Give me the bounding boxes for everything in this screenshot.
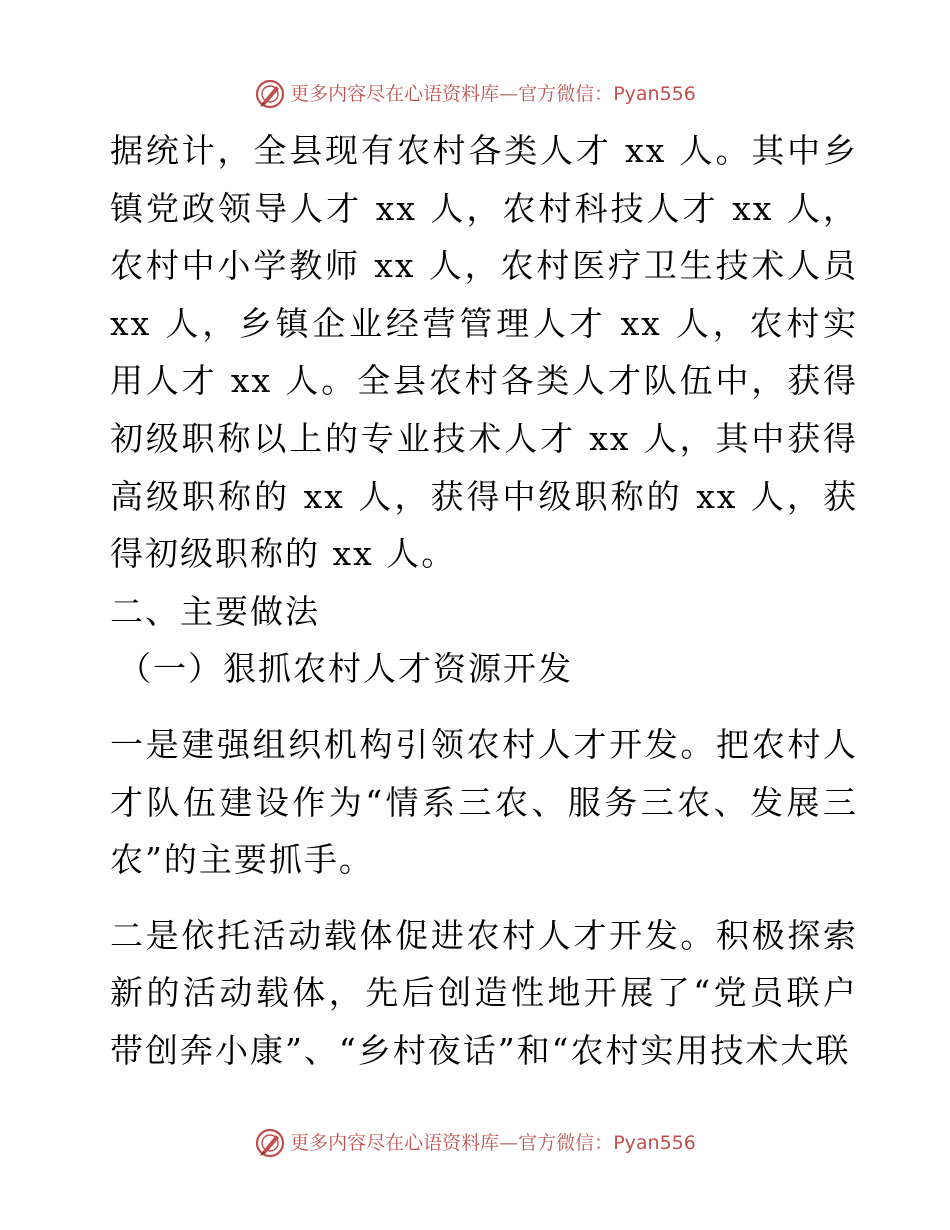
red-fountain-pen-logo-icon: [254, 1127, 286, 1159]
banner-dash: —: [499, 83, 519, 105]
banner-dash: —: [499, 1132, 519, 1154]
measure-two-paragraph: 二是依托活动载体促进农村人才开发。积极探索新的活动载体，先后创造性地开展了“党员联户带创奔小康”、“乡村夜话”和“农村实用技术大联: [110, 915, 858, 1070]
banner-wechat-label: 官方微信：: [518, 83, 614, 105]
banner-wechat-id: Pyan556: [613, 83, 696, 105]
section-heading: 二、主要做法: [110, 591, 320, 631]
banner-wechat-id: Pyan556: [613, 1132, 696, 1154]
banner-text: 更多内容尽在心语资料库: [290, 83, 500, 105]
subsection-heading: （一）狠抓农村人才资源开发: [118, 649, 573, 689]
footer-banner: [0, 1127, 950, 1159]
statistics-paragraph: 据统计，全县现有农村各类人才 xx 人。其中乡镇党政领导人才 xx 人，农村科技人才 xx 人，农村中小学教师 xx 人，农村医疗卫生技术人员 xx 人，乡镇企业经营管理人才 xx 人，农村实用人才 xx 人。全县农村各类人才队伍中，获得初级职称以上的专业技术人才 xx 人，其中获得高级职称的 xx 人，获得中级职称的 xx 人，获得初级职称的 xx 人。: [110, 131, 858, 574]
document-body: [98, 122, 858, 1080]
header-banner: [0, 78, 950, 110]
banner-wechat-label: 官方微信：: [518, 1132, 614, 1154]
red-fountain-pen-logo-icon: [254, 78, 286, 110]
banner-text: 更多内容尽在心语资料库: [290, 1132, 500, 1154]
measure-one-paragraph: 一是建强组织机构引领农村人才开发。把农村人才队伍建设作为“情系三农、服务三农、发展三农”的主要抓手。: [110, 724, 858, 880]
